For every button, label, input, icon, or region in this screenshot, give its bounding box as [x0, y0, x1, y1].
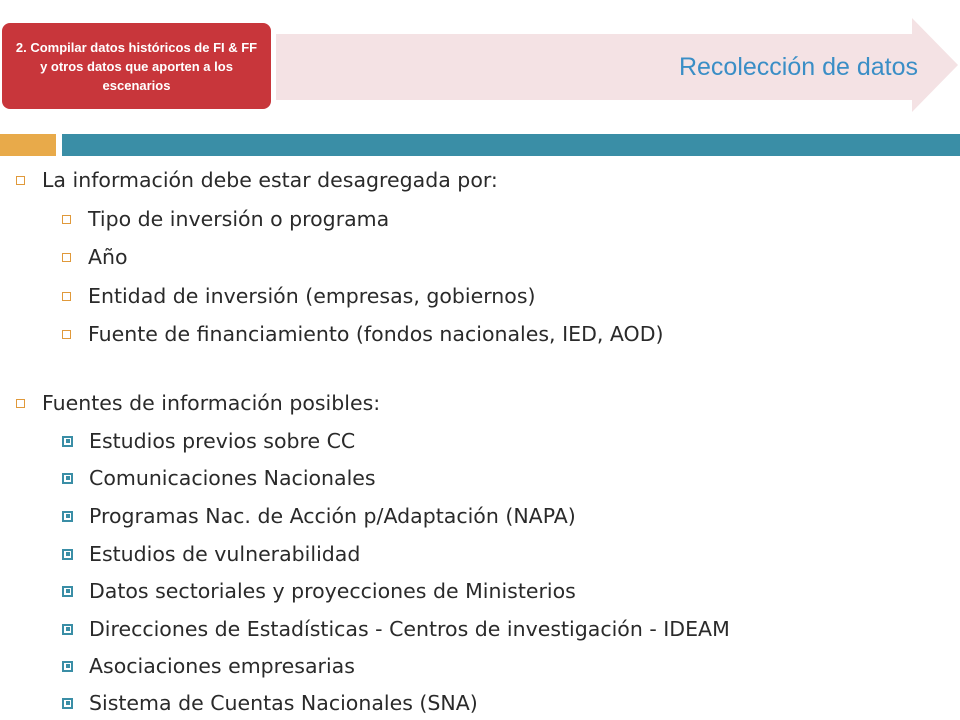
list-item-text: Datos sectoriales y proyecciones de Ministerios	[89, 579, 576, 603]
hollow-square-bullet-icon	[16, 399, 25, 408]
list-item	[62, 429, 355, 453]
list-item	[62, 579, 576, 603]
step-label: 2. Compilar datos históricos de FI & FF y otros datos que aporten a los escenarios	[15, 39, 258, 93]
hollow-square-bullet-icon	[62, 292, 71, 301]
filled-square-bullet-icon	[62, 586, 73, 597]
bullet-heading-sources	[16, 391, 380, 415]
filled-square-bullet-icon	[62, 624, 73, 635]
filled-square-bullet-icon	[62, 473, 73, 484]
list-item-text: Fuente de financiamiento (fondos nacionales, IED, AOD)	[88, 322, 664, 346]
bullet-text: Fuentes de información posibles:	[42, 391, 381, 415]
list-item	[62, 284, 536, 308]
list-item-text: Sistema de Cuentas Nacionales (SNA)	[89, 691, 478, 715]
header-rule-accent	[0, 134, 56, 156]
list-item-text: Tipo de inversión o programa	[88, 207, 390, 231]
bullet-text: La información debe estar desagregada por:	[42, 168, 498, 192]
list-item	[62, 466, 376, 490]
hollow-square-bullet-icon	[62, 253, 71, 262]
step-badge	[2, 23, 271, 109]
list-item	[62, 617, 730, 641]
list-item	[62, 691, 478, 715]
hollow-square-bullet-icon	[62, 215, 71, 224]
filled-square-bullet-icon	[62, 511, 73, 522]
list-item	[62, 322, 663, 346]
list-item	[62, 654, 355, 678]
list-item	[62, 207, 389, 231]
hollow-square-bullet-icon	[62, 330, 71, 339]
list-item	[62, 542, 360, 566]
list-item-text: Direcciones de Estadísticas - Centros de investigación - IDEAM	[89, 617, 730, 641]
filled-square-bullet-icon	[62, 698, 73, 709]
filled-square-bullet-icon	[62, 549, 73, 560]
list-item-text: Comunicaciones Nacionales	[89, 466, 376, 490]
list-item-text: Programas Nac. de Acción p/Adaptación (NAPA)	[89, 504, 576, 528]
section-title: Recolección de datos	[678, 53, 918, 81]
list-item-text: Año	[88, 245, 128, 269]
bullet-heading-disaggregation	[16, 168, 498, 192]
list-item-text: Asociaciones empresarias	[89, 654, 355, 678]
hollow-square-bullet-icon	[16, 176, 25, 185]
filled-square-bullet-icon	[62, 436, 73, 447]
filled-square-bullet-icon	[62, 661, 73, 672]
list-item-text: Estudios previos sobre CC	[89, 429, 356, 453]
list-item	[62, 504, 576, 528]
list-item-text: Estudios de vulnerabilidad	[89, 542, 361, 566]
list-item-text: Entidad de inversión (empresas, gobiernos)	[88, 284, 536, 308]
list-item	[62, 245, 128, 269]
header-rule-main	[62, 134, 960, 156]
